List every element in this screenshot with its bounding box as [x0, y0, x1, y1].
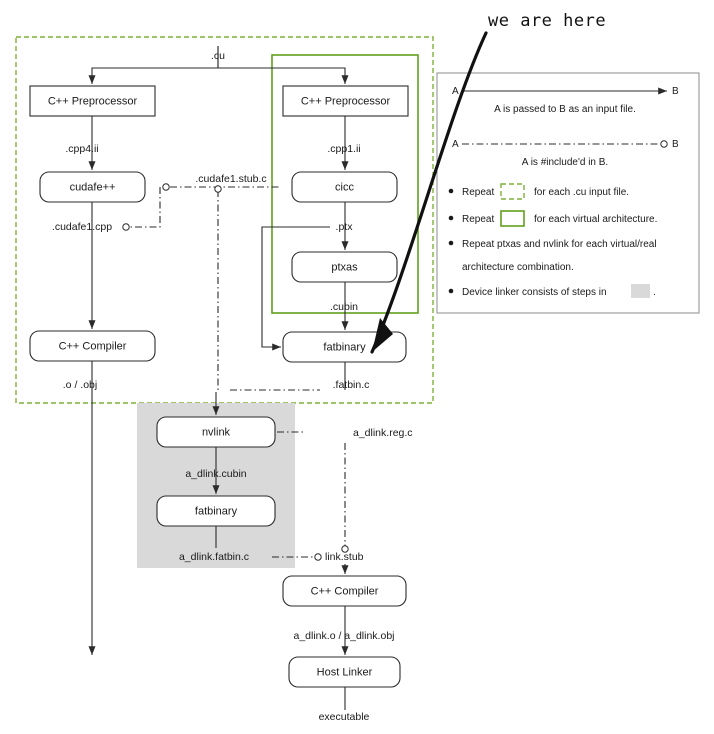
edge-label-cudafe1stub: .cudafe1.stub.c: [195, 173, 267, 185]
edge-label-cpp1ii: .cpp1.ii: [327, 143, 361, 155]
node-nvlink[interactable]: [157, 417, 275, 447]
annotation-text: we are here: [488, 11, 607, 31]
node-host-linker[interactable]: [289, 657, 400, 687]
node-label: Host Linker: [316, 666, 373, 679]
legend-bullet-4-post: .: [653, 287, 656, 298]
edge-label-cu: .cu: [210, 50, 226, 62]
edge-label-ptx: .ptx: [335, 221, 353, 233]
node-label: ptxas: [331, 261, 358, 274]
legend-rel2-diamond: [661, 141, 667, 147]
edge-label-cubin: .cubin: [329, 301, 359, 313]
node-cudafepp[interactable]: [40, 172, 145, 202]
node-label: cicc: [335, 181, 354, 194]
legend-bullet-dot: [449, 216, 454, 221]
open-diamond-cudafe1cpp: [123, 224, 129, 230]
legend-bullet-3-pre: Repeat ptxas and nvlink for each virtual/real: [462, 239, 657, 250]
node-label: C++ Preprocessor: [47, 95, 138, 108]
legend-bullet-dot: [449, 289, 454, 294]
node-label: cudafe++: [69, 181, 116, 194]
legend-rel2-left: A: [452, 139, 459, 150]
node-label: nvlink: [201, 426, 231, 439]
edge-label-cudafe1cpp: .cudafe1.cpp: [51, 221, 113, 233]
node-label: C++ Compiler: [310, 585, 379, 598]
edge-cu-to-cpp-preproc-left: [92, 46, 218, 84]
open-diamond-stub-down: [215, 186, 221, 192]
legend-bullet-1-pre: Repeat: [462, 187, 495, 198]
legend-bullet-3-post: architecture combination.: [462, 262, 574, 273]
node-fatbinary-mid[interactable]: [157, 496, 275, 526]
node-cpp-compiler-bottom[interactable]: [283, 576, 406, 606]
legend-rel1-caption: A is passed to B as an input file.: [494, 104, 636, 115]
edge-label-a-dlink-fatbin: a_dlink.fatbin.c: [178, 551, 250, 563]
node-cpp-preprocessor-left[interactable]: [30, 86, 155, 116]
edge-label-fatbinc: .fatbin.c: [332, 379, 370, 391]
legend-rel2-right: B: [672, 139, 679, 150]
edge-label-a-dlink-cubin: a_dlink.cubin: [185, 468, 247, 480]
legend-bullet-4-pre: Device linker consists of steps in: [462, 287, 607, 298]
node-cpp-preprocessor-right[interactable]: [283, 86, 408, 116]
node-ptxas[interactable]: [292, 252, 397, 282]
node-cicc[interactable]: [292, 172, 397, 202]
legend-bullet-dot: [449, 189, 454, 194]
edge-label-o-obj: .o / .obj: [62, 379, 98, 391]
node-label: C++ Compiler: [58, 340, 127, 353]
open-diamond-stub: [163, 184, 169, 190]
edge-label-executable: executable: [318, 711, 370, 723]
legend-bullet-2-post: for each virtual architecture.: [534, 214, 658, 225]
edge-label-link-stub: link.stub: [325, 551, 364, 563]
legend-bullet-dot: [449, 241, 454, 246]
node-label: fatbinary: [194, 505, 238, 518]
node-label: fatbinary: [323, 341, 366, 354]
legend-rel1-left: A: [452, 86, 459, 97]
edge-label-a-dlink-o: a_dlink.o / a_dlink.obj: [293, 630, 395, 642]
legend-swatch-device-linker: [631, 284, 650, 298]
edge-cu-to-cpp-preproc-right: [218, 46, 345, 84]
edge-label-a-dlink-reg: a_dlink.reg.c: [353, 427, 413, 439]
legend-rel2-caption: A is #include'd in B.: [521, 157, 609, 168]
node-cpp-compiler-left[interactable]: [30, 331, 155, 361]
legend-rel1-right: B: [672, 86, 679, 97]
legend-bullet-1-post: for each .cu input file.: [534, 187, 630, 198]
open-diamond-linkstub: [315, 554, 321, 560]
edge-label-cpp4ii: .cpp4.ii: [65, 143, 99, 155]
legend-bullet-2-pre: Repeat: [462, 214, 495, 225]
node-label: C++ Preprocessor: [300, 95, 391, 108]
